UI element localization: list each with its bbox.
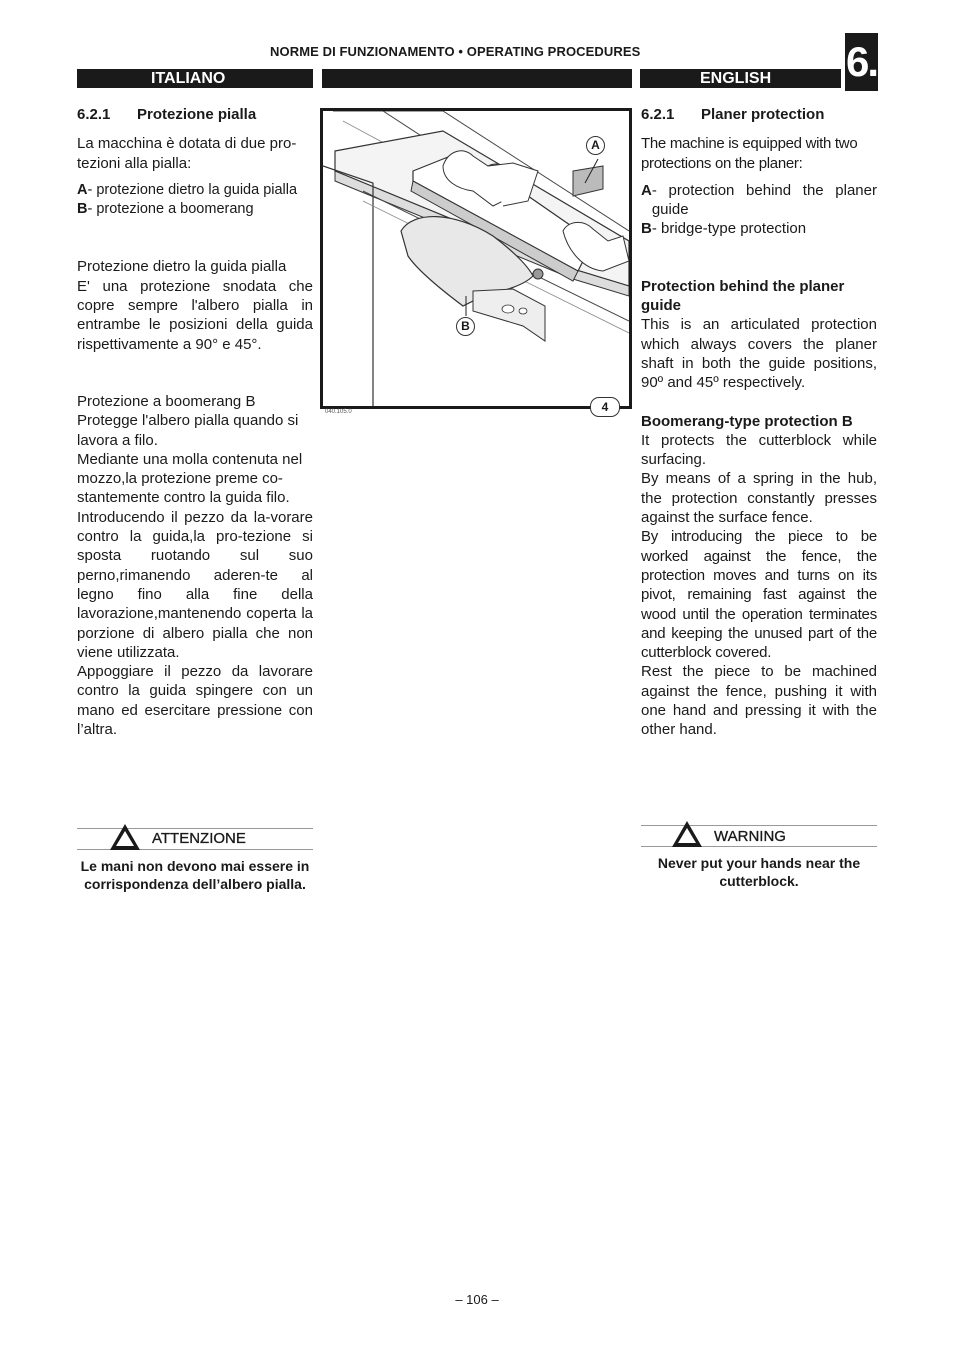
- italian-p2-text2: Mediante una molla contenuta nel mozzo,la protezione preme co-stantemente contro la guida filo.: [77, 450, 303, 507]
- english-list-key-a: A: [641, 181, 652, 199]
- english-section-title: Planer protection: [701, 106, 825, 123]
- english-list-key-b: B: [641, 220, 652, 238]
- english-warning-text: Never put your hands near the cutterblock.: [657, 855, 861, 889]
- italian-section-number: 6.2.1: [77, 106, 111, 123]
- english-p2-text2: By means of a spring in the hub, the protection constantly presses against the surface fence.: [641, 470, 877, 527]
- figure-label-a: A: [586, 136, 605, 155]
- english-p1-title: Protection behind the planer guide: [641, 277, 845, 315]
- english-list: [641, 181, 877, 239]
- english-column: [641, 105, 877, 740]
- english-p1-text: This is an articulated protection which always covers the planer shaft in both the guide positions, 90º and 45º respectively.: [641, 316, 877, 392]
- italian-intro: La macchina è dotata di due pro-tezioni alla pialla:: [77, 135, 297, 172]
- english-list-item-a: [641, 181, 877, 220]
- figure-number: 4: [590, 397, 620, 417]
- english-list-text-b: - bridge-type protection: [651, 220, 807, 238]
- italian-p2-text4: Appoggiare il pezzo da lavorare contro la guida spingere con un mano ed esercitare pressione con l’altra.: [77, 663, 313, 739]
- italian-p2-text1: Protegge l'albero pialla quando si lavora a filo.: [77, 412, 299, 449]
- figure-illustration: [320, 108, 632, 409]
- planer-drawing: [323, 111, 629, 406]
- header-title: NORME DI FUNZIONAMENTO • OPERATING PROCEDURES: [270, 44, 641, 59]
- english-p2-text3: By introducing the piece to be worked against the fence, the protection moves and turns on its pivot, remaining fast against the wood until the operation terminates and keeping the unused part of the cutterblock covered.: [641, 528, 877, 662]
- english-warning-title: WARNING: [714, 828, 786, 845]
- italian-p1-title: Protezione dietro la guida pialla: [77, 258, 287, 276]
- english-list-item-b: [641, 219, 877, 238]
- figure-label-b: B: [456, 317, 475, 336]
- english-p2-text4: Rest the piece to be machined against the fence, pushing it with one hand and pressing it with the other hand.: [641, 663, 877, 739]
- italian-list: [77, 181, 313, 220]
- italian-list-key-a: A: [77, 181, 88, 198]
- italian-column: [77, 105, 313, 739]
- english-p2-text1: It protects the cutterblock while surfacing.: [641, 431, 877, 469]
- italian-list-text-b: - protezione a boomerang: [87, 201, 254, 218]
- italian-list-item-a: [77, 181, 313, 200]
- italian-warning-icon: [108, 822, 142, 852]
- english-section-number: 6.2.1: [641, 106, 675, 123]
- italian-p2-title: Protezione a boomerang B: [77, 392, 256, 410]
- italian-list-key-b: B: [77, 201, 88, 218]
- italian-list-text-a: - protezione dietro la guida pialla: [87, 181, 298, 198]
- english-bar: ENGLISH: [640, 69, 841, 88]
- italian-section-heading: [77, 105, 313, 124]
- page-number: – 106 –: [455, 1292, 499, 1307]
- italian-bar: ITALIANO: [77, 69, 313, 88]
- italian-list-item-b: [77, 200, 313, 219]
- italian-warning-title: ATTENZIONE: [152, 830, 246, 847]
- chapter-number: 6.: [845, 33, 878, 91]
- english-list-text-a: - protection behind the planer guide: [651, 181, 877, 219]
- italian-p1-text: E' una protezione snodata che copre sempre l'albero pialla in entrambe le posizioni della guida rispettivamente a 90° e 45°.: [77, 277, 313, 353]
- figure-code: 040.105.0: [325, 409, 352, 415]
- english-warning-icon: [670, 819, 704, 849]
- middle-bar: [322, 69, 632, 88]
- italian-warning-text: Le mani non devono mai essere in corrispondenza dell’albero pialla.: [80, 858, 310, 892]
- english-p2-title: Boomerang-type protection B: [641, 412, 853, 430]
- italian-p2-text3: Introducendo il pezzo da la-vorare contro la guida,la pro-tezione si sposta ruotando sul suo perno,rimanendo aderen-te al legno fino alla fine della lavorazione,mantenendo coperta la porzione di albero pialla che non viene utilizzata.: [77, 508, 313, 661]
- italian-section-title: Protezione pialla: [137, 106, 257, 123]
- english-section-heading: [641, 105, 877, 124]
- english-intro: The machine is equipped with two protections on the planer:: [641, 135, 858, 172]
